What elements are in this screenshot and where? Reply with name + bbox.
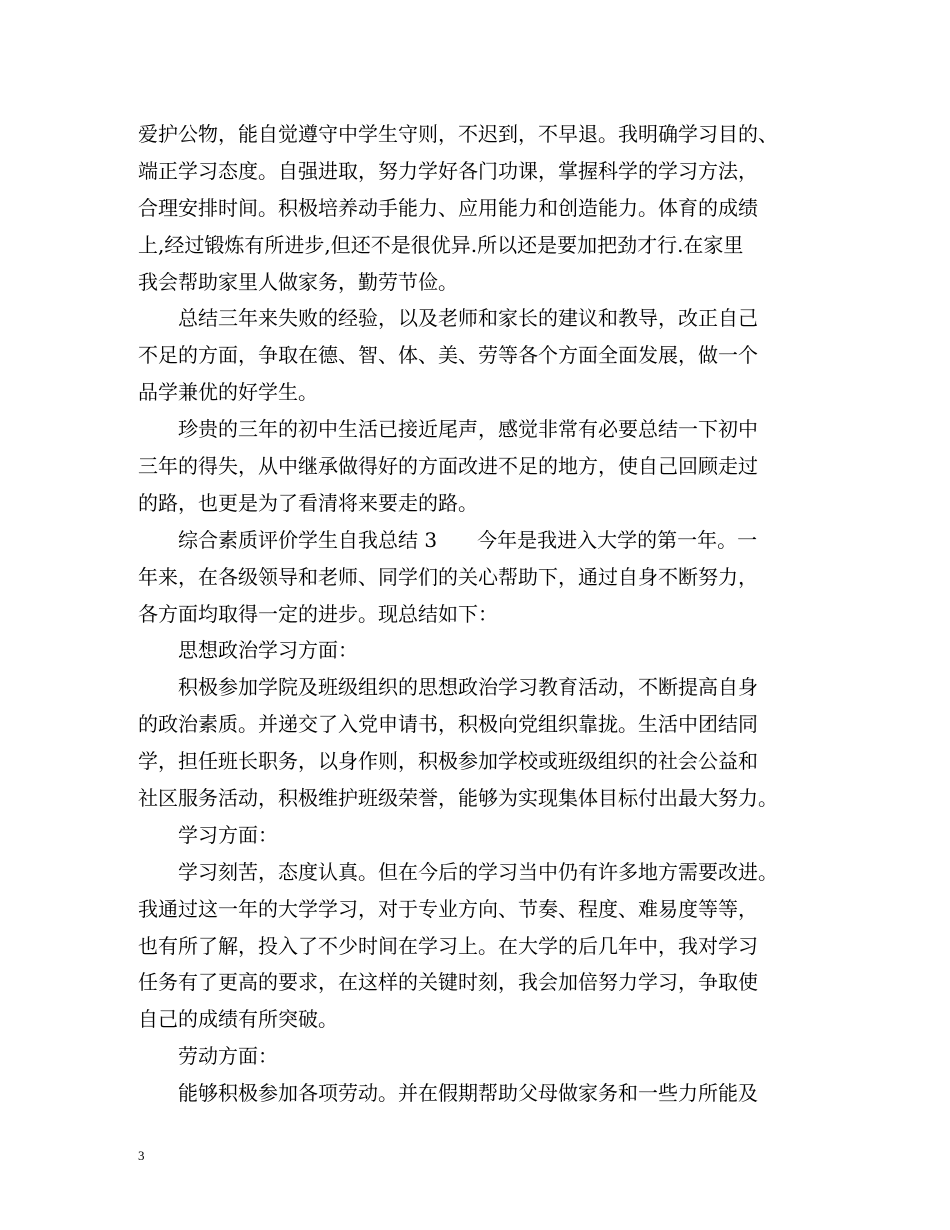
text-line: 任务有了更高的要求，在这样的关键时刻，我会加倍努力学习，争取使 [138, 970, 758, 995]
page-number: 3 [138, 1148, 145, 1163]
text-line: 也有所了解，投入了不少时间在学习上。在大学的后几年中，我对学习 [138, 933, 758, 958]
body-text [138, 116, 838, 1112]
text-line: 社区服务活动，积极维护班级荣誉，能够为实现集体目标付出最大努力。 [138, 786, 778, 811]
text-line: 我会帮助家里人做家务，勤劳节俭。 [138, 269, 458, 294]
section-heading: 劳动方面： [138, 1044, 278, 1069]
text-line: 我通过这一年的大学学习，对于专业方向、节奏、程度、难易度等等， [138, 896, 758, 921]
text-line: 学习刻苦，态度认真。但在今后的学习当中仍有许多地方需要改进。 [138, 859, 778, 884]
text-line: 综合素质评价学生自我总结 3 今年是我进入大学的第一年。一 [138, 527, 758, 552]
text-line: 合理安排时间。积极培养动手能力、应用能力和创造能力。体育的成绩 [138, 195, 758, 220]
text-line: 自己的成绩有所突破。 [138, 1007, 338, 1032]
text-line: 各方面均取得一定的进步。现总结如下： [138, 601, 498, 626]
text-line: 上,经过锻炼有所进步,但还不是很优异.所以还是要加把劲才行.在家里 [138, 232, 744, 257]
text-line: 爱护公物，能自觉遵守中学生守则，不迟到，不早退。我明确学习目的、 [138, 122, 778, 146]
section-heading: 学习方面： [138, 822, 278, 847]
text-line: 学，担任班长职务，以身作则，积极参加学校或班级组织的社会公益和 [138, 749, 758, 774]
text-line: 年来，在各级领导和老师、同学们的关心帮助下，通过自身不断努力， [138, 564, 758, 589]
text-line: 珍贵的三年的初中生活已接近尾声，感觉非常有必要总结一下初中 [138, 417, 758, 442]
text-line: 能够积极参加各项劳动。并在假期帮助父母做家务和一些力所能及 [138, 1081, 758, 1106]
text-line: 品学兼优的好学生。 [138, 380, 318, 405]
section-heading: 思想政治学习方面： [138, 638, 358, 663]
text-line: 积极参加学院及班级组织的思想政治学习教育活动，不断提高自身 [138, 675, 758, 700]
text-line: 的政治素质。并递交了入党申请书，积极向党组织靠拢。生活中团结同 [138, 712, 758, 737]
text-line: 的路，也更是为了看清将来要走的路。 [138, 490, 478, 515]
text-line: 不足的方面，争取在德、智、体、美、劳等各个方面全面发展，做一个 [138, 343, 758, 368]
text-line: 总结三年来失败的经验，以及老师和家长的建议和教导，改正自己 [138, 306, 758, 331]
text-line: 端正学习态度。自强进取，努力学好各门功课，掌握科学的学习方法， [138, 158, 758, 183]
text-line: 三年的得失，从中继承做得好的方面改进不足的地方，使自己回顾走过 [138, 454, 758, 479]
